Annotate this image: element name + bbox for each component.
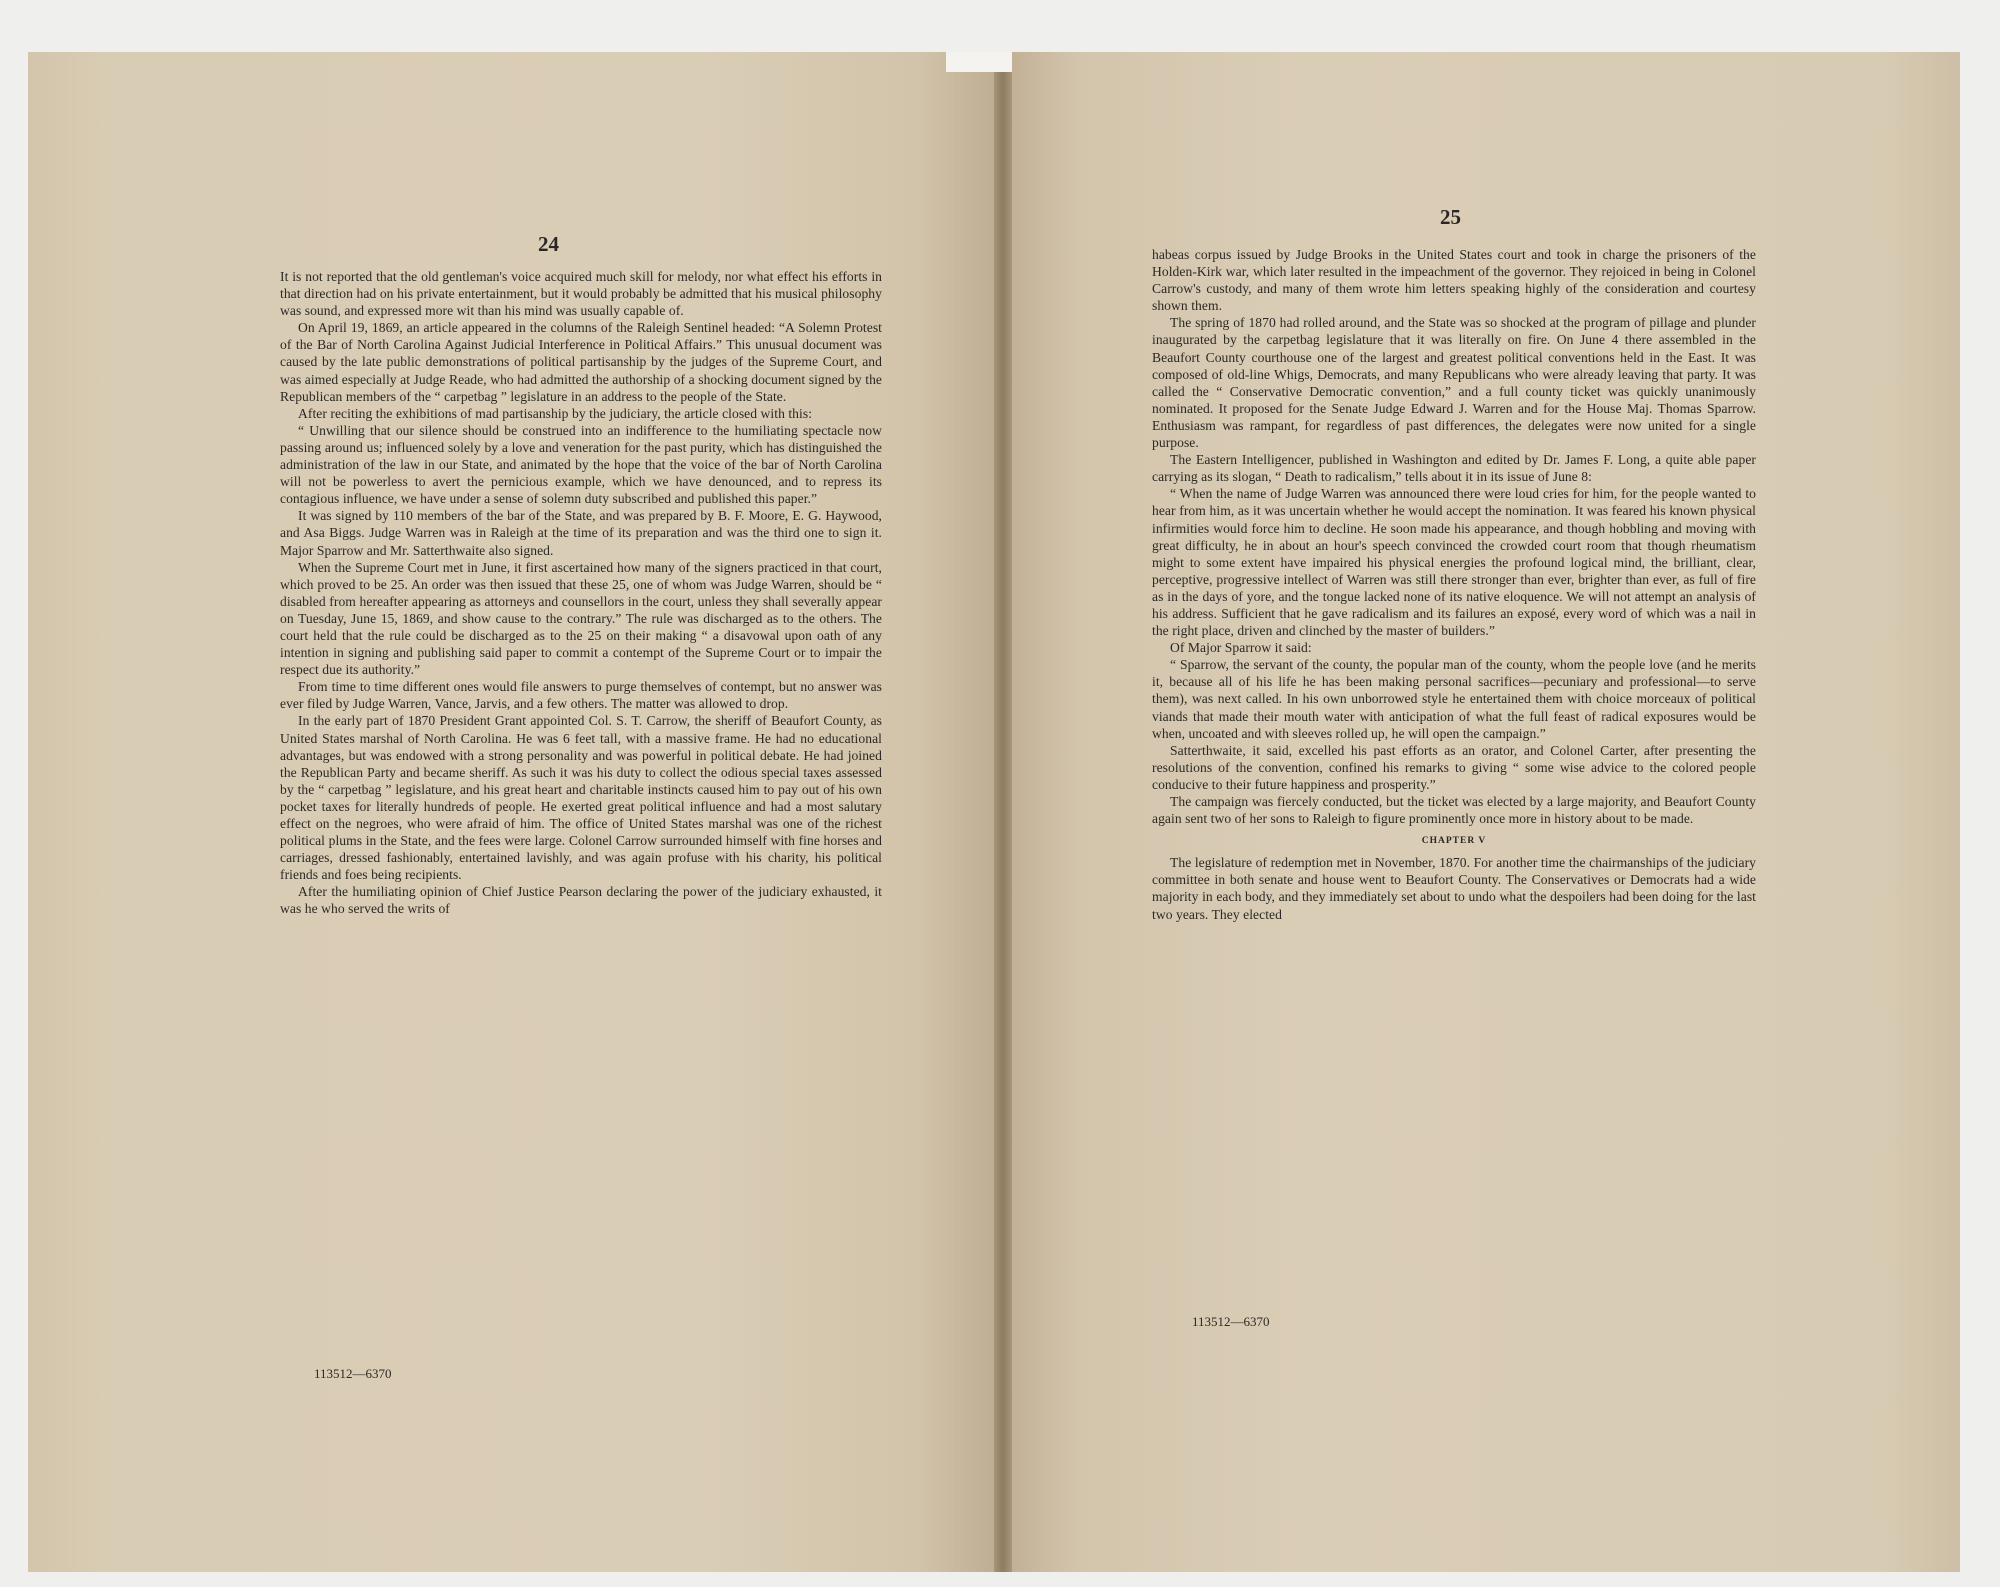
paragraph: On April 19, 1869, an article appeared in the columns of the Raleigh Sentinel headed: “A Solemn Protest of the Bar of North Carolina Against Judicial Interference in Political Affairs.” This unusual document was caused by the late public demonstrations of political partisanship by the judges of the Supreme Court, and was aimed especially at Judge Reade, who had admitted the authorship of a shocking document signed by the Republican members of the “ carpetbag ” legislature in an address to the people of the State. [280, 320, 882, 404]
paragraph: habeas corpus issued by Judge Brooks in the United States court and took in charge the prisoners of the Holden-Kirk war, which later resulted in the impeachment of the governor. They rejoiced in being in Colonel Carrow's custody, and many of them wrote him letters speaking highly of the consideration and courtesy shown them. [1152, 247, 1756, 314]
paragraph: It is not reported that the old gentleman's voice acquired much skill for melody, nor what effect his efforts in that direction had on his private entertainment, but it would probably be admitted that his musical philosophy was sound, and expressed more wit than his mind was usually capable of. [280, 269, 882, 319]
left-page-text [280, 268, 882, 918]
paragraph: The Eastern Intelligencer, published in Washington and edited by Dr. James F. Long, a quite able paper carrying as its slogan, “ Death to radicalism,” tells about it in its issue of June 8: [1152, 452, 1756, 485]
printer-signature-left: 113512—6370 [314, 1366, 392, 1381]
paragraph: In the early part of 1870 President Grant appointed Col. S. T. Carrow, the sheriff of Beaufort County, as United States marshal of North Carolina. He was 6 feet tall, with a massive frame. He had no educational advantages, but was endowed with a strong personality and was powerful in political debate. He had joined the Republican Party and became sheriff. As such it was his duty to collect the odious special taxes assessed by the “ carpetbag ” legislature, and his great heart and charitable instincts caused him to pay out of his own pocket taxes for literally hundreds of people. He exerted great political influence and had a most salutary effect on the negroes, who were afraid of him. The office of United States marshal was one of the richest political plums in the State, and the fees were large. Colonel Carrow surrounded himself with fine horses and carriages, dressed fashionably, entertained lavishly, and was again profuse with his charity, his political friends and foes being recipients. [280, 713, 882, 883]
page-number-right: 25 [1440, 205, 1461, 229]
quoted-paragraph: “ Sparrow, the servant of the county, the popular man of the county, whom the people love (and he merits it, because all of his life he has been making personal sacrifices—pecuniary and professional—to serve them), was next called. In his own unborrowed style he entertained them with choice morceaux of political viands that made their mouth water with anticipation of what the full feast of radical exposures would be when, uncoated and with sleeves rolled up, he will open the campaign.” [1152, 657, 1756, 741]
right-page-text [1152, 246, 1756, 923]
paragraph: After the humiliating opinion of Chief Justice Pearson declaring the power of the judiciary exhausted, it was he who served the writs of [280, 884, 882, 917]
paragraph: The campaign was fiercely conducted, but the ticket was elected by a large majority, and Beaufort County again sent two of her sons to Raleigh to figure prominently once more in history about to be made. [1152, 794, 1756, 827]
book-gutter [994, 52, 1012, 1572]
paragraph: Of Major Sparrow it said: [1170, 640, 1312, 656]
paragraph: The legislature of redemption met in November, 1870. For another time the chairmanships of the judiciary committee in both senate and house went to Beaufort County. The Conservatives or Democrats had a wide majority in each body, and they immediately set about to undo what the despoilers had been doing for the last two years. They elected [1152, 855, 1756, 922]
quoted-paragraph: “ Unwilling that our silence should be construed into an indifference to the humiliating spectacle now passing around us; influenced solely by a love and veneration for the past purity, which has distinguished the administration of the law in our State, and animated by the hope that the voice of the bar of North Carolina will not be powerless to avert the pernicious example, which we have denounced, and to repress its contagious influence, we have under a sense of solemn duty subscribed and published this paper.” [280, 422, 882, 507]
left-page [28, 52, 994, 1572]
paragraph: The spring of 1870 had rolled around, and the State was so shocked at the program of pillage and plunder inaugurated by the carpetbag legislature that it was literally on fire. On June 4 there assembled in the Beaufort County courthouse one of the largest and greatest political conventions held in the East. It was composed of old-line Whigs, Democrats, and many Republicans who were already leaving that party. It was called the “ Conservative Democratic convention,” and a full county ticket was quickly unanimously nominated. It proposed for the Senate Judge Edward J. Warren and for the House Maj. Thomas Sparrow. Enthusiasm was rampant, for regardless of past differences, the delegates were now united for a single purpose. [1152, 315, 1756, 451]
chapter-heading: CHAPTER V [1421, 836, 1487, 847]
paragraph: After reciting the exhibitions of mad partisanship by the judiciary, the article closed with this: [298, 405, 813, 421]
open-booklet [28, 52, 1960, 1572]
printer-signature-right: 113512—6370 [1192, 1314, 1270, 1329]
paragraph: Satterthwaite, it said, excelled his past efforts as an orator, and Colonel Carter, after presenting the resolutions of the convention, confined his remarks to giving “ some wise advice to the colored people conducive to their future happiness and prosperity.” [1152, 742, 1756, 792]
paragraph: From time to time different ones would file answers to purge themselves of contempt, but no answer was ever filed by Judge Warren, Vance, Jarvis, and a few others. The matter was allowed to drop. [280, 679, 882, 712]
page-number-left: 24 [538, 232, 559, 256]
paragraph: It was signed by 110 members of the bar of the State, and was prepared by B. F. Moore, E. G. Haywood, and Asa Biggs. Judge Warren was in Raleigh at the time of its preparation and was the third one to sign it. Major Sparrow and Mr. Satterthwaite also signed. [280, 508, 882, 558]
quoted-paragraph: “ When the name of Judge Warren was announced there were loud cries for him, for the people wanted to hear from him, as it was uncertain whether he would accept the nomination. It was feared his known physical infirmities would force him to decline. He soon made his appearance, and though hobbling and moving with great difficulty, he in about an hour's speech convinced the crowded court room that though rheumatism might to some extent have impaired his physical energies the profound logical mind, the brilliant, clear, perceptive, progressive intellect of Warren was still there stronger than ever, brighter than ever, as full of fire as in the days of yore, and the tongue lacked none of its native eloquence. We will not attempt an analysis of his address. Sufficient that he gave radicalism and its failures an exposé, every word of which was a nail in the right place, driven and clinched by the master of builders.” [1152, 486, 1756, 639]
paragraph: When the Supreme Court met in June, it first ascertained how many of the signers practiced in that court, which proved to be 25. An order was then issued that these 25, one of whom was Judge Warren, should be “ disabled from hereafter appearing as attorneys and counsellors in the court, unless they shall severally appear on Tuesday, June 15, 1869, and show cause to the contrary.” The rule was discharged as to the others. The court held that the rule could be discharged as to the 25 on their making “ a disavowal upon oath of any intention in signing and publishing said paper to commit a contempt of the Supreme Court or to impair the respect due its authority.” [280, 559, 882, 678]
right-page [1012, 52, 1960, 1572]
